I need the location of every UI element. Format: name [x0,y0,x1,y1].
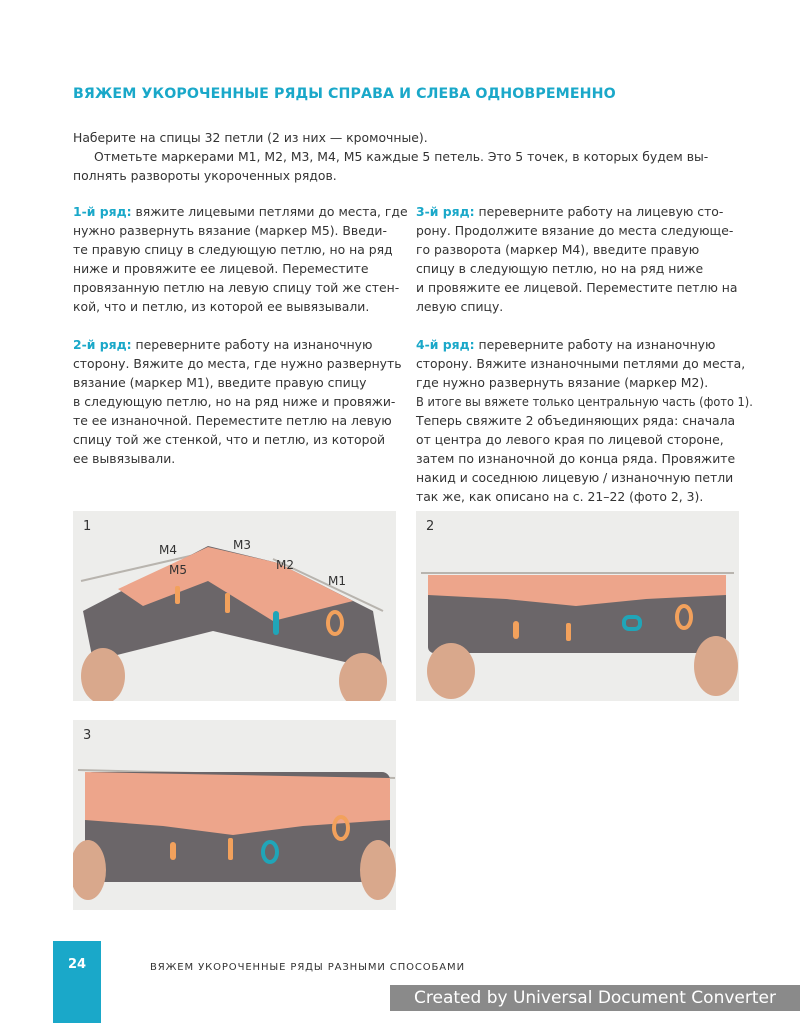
photo-3 [73,720,396,910]
left-column [73,202,408,487]
stitch-marker [175,586,180,604]
row-3-label: 3-й ряд: [416,204,475,219]
intro-line-1: Наберите на спицы 32 петли (2 из них — кромочные). [73,130,428,145]
intro-text [73,128,743,185]
section-heading: ВЯЖЕМ УКОРОЧЕННЫЕ РЯДЫ СПРАВА И СЛЕВА ОДНОВРЕМЕННО [73,86,616,102]
marker-label-m4: М4 [159,543,177,557]
stitch-marker [273,611,279,635]
intro-line-2: Отметьте маркерами М1, М2, М3, М4, М5 каждые 5 петель. Это 5 точек, в которых будем вы- [94,149,709,164]
row-3-paragraph: 3-й ряд: переверните работу на лицевую сто- рону. Продолжите вязание до места следующе- го разворота (маркер М4), введите правую спицу в следующую петлю, но на ряд ниже и провяжите ее лицевой. Переместите петлю на левую спицу. [416,204,738,314]
row-2-label: 2-й ряд: [73,337,132,352]
knitting-photo-2-illustration [416,511,739,701]
row-4-label: 4-й ряд: [416,337,475,352]
row-2-paragraph: 2-й ряд: переверните работу на изнаночную сторону. Вяжите до места, где нужно развернуть вязание (маркер М1), введите правую спицу в следующую петлю, но на ряд ниже и провяжи- те ее изнаночной. Переместите петлю на левую спицу той же стенкой, что и петлю, из которой ее вывязывали. [73,337,402,466]
page-number-badge [53,941,101,1023]
marker-label-m5: М5 [169,563,187,577]
hand-right [360,840,396,900]
row-1-paragraph: 1-й ряд: вяжите лицевыми петлями до места, где нужно развернуть вязание (маркер М5). Введи- те правую спицу в следующую петлю, но на ряд ниже и провяжите ее лицевой. Переместите провязанную петлю на левую спицу той же стен- кой, что и петлю, из которой ее вывязывали. [73,204,408,314]
row-4-paragraph: 4-й ряд: переверните работу на изнаночную сторону. Вяжите изнаночными петлями до места, где нужно развернуть вязание (маркер М2). В итоге вы вяжете только центральную часть (фото 1). Теперь свяжите 2 объединяющих ряда: сначала от центра до левого края по лицевой стороне, затем по изнаночной до конца ряда. Провяжите накид и соседнюю лицевую / изнаночную петли так же, как описано на с. 21–22 (фото 2, 3). [416,337,753,504]
row-1-label: 1-й ряд: [73,204,132,219]
hand-left [81,648,125,701]
page-number: 24 [67,957,87,972]
photo-2-number: 2 [426,519,435,534]
marker-label-m3: М3 [233,538,251,552]
marker-label-m1: М1 [328,574,346,588]
photo-1-number: 1 [83,519,92,534]
intro-line-3: полнять развороты укороченных рядов. [73,168,337,183]
stitch-marker [566,623,571,641]
stitch-marker [170,842,176,860]
hand-left [427,643,475,699]
photo-3-number: 3 [83,728,92,743]
photo-2 [416,511,739,701]
knitting-photo-3-illustration [73,720,396,910]
converter-watermark: Created by Universal Document Converter [390,985,800,1011]
running-footer-title: ВЯЖЕМ УКОРОЧЕННЫЕ РЯДЫ РАЗНЫМИ СПОСОБАМИ [150,962,465,973]
hand-right [694,636,738,696]
stitch-marker [225,593,230,613]
stitch-marker [513,621,519,639]
right-column [416,202,753,525]
marker-label-m2: М2 [276,558,294,572]
photo-1 [73,511,396,701]
stitch-marker [228,838,233,860]
